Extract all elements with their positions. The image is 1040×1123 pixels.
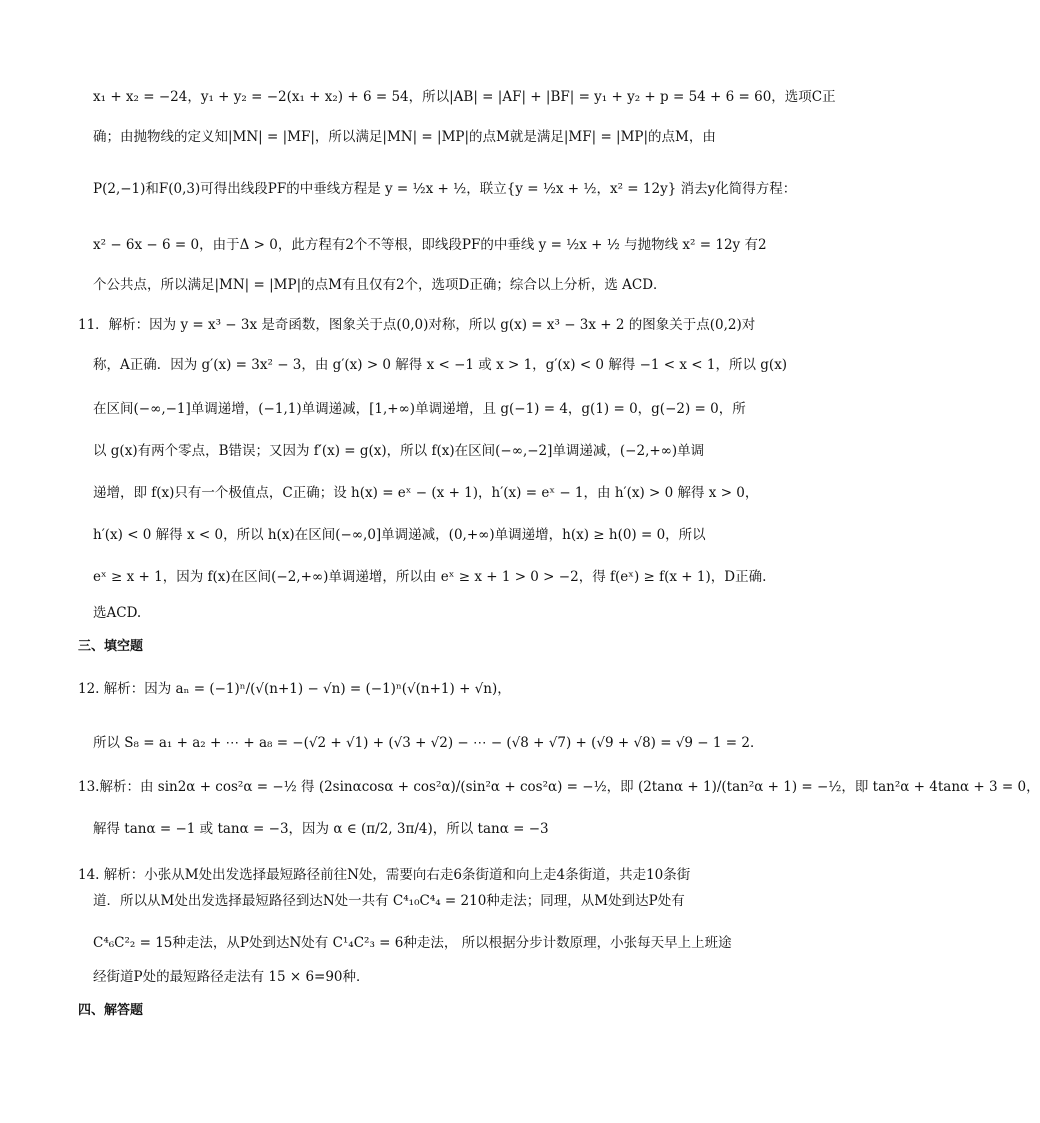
text-line: 以 g(x)有两个零点，B错误；又因为 f′(x) = g(x)，所以 f(x)在区间(−∞,−2]单调递减，(−2,+∞)单调 <box>93 443 705 459</box>
text-line: 在区间(−∞,−1]单调递增，(−1,1)单调递减，[1,+∞)单调递增，且 g(−1) = 4，g(1) = 0，g(−2) = 0，所 <box>93 401 746 417</box>
text-line: 13.解析：由 sin2α + cos²α = −½ 得 (2sinαcosα + cos²α)/(sin²α + cos²α) = −½，即 (2tanα + 1)/(tan²α + 1) = −½，即 tan²α + 4tanα + 3 = 0， <box>78 779 1040 795</box>
text-line: x² − 6x − 6 = 0，由于Δ > 0，此方程有2个不等根，即线段PF的中垂线 y = ½x + ½ 与抛物线 x² = 12y 有2 <box>93 237 767 253</box>
text-line: 所以 S₈ = a₁ + a₂ + ⋯ + a₈ = −(√2 + √1) + (√3 + √2) − ⋯ − (√8 + √7) + (√9 + √8) = √9 − 1 = 2． <box>93 735 764 751</box>
text-line: C⁴₆C²₂ = 15种走法，从P处到达N处有 C¹₄C²₃ = 6种走法， 所以根据分步计数原理，小张每天早上上班途 <box>93 935 732 951</box>
text-line: 确；由抛物线的定义知|MN| = |MF|，所以满足|MN| = |MP|的点M就是满足|MF| = |MP|的点M，由 <box>93 129 716 145</box>
text-line: h′(x) < 0 解得 x < 0，所以 h(x)在区间(−∞,0]单调递减，(0,+∞)单调递增，h(x) ≥ h(0) = 0，所以 <box>93 527 706 543</box>
text-line: 11．解析：因为 y = x³ − 3x 是奇函数，图象关于点(0,0)对称，所以 g(x) = x³ − 3x + 2 的图象关于点(0,2)对 <box>78 317 756 333</box>
text-line: 解得 tanα = −1 或 tanα = −3，因为 α ∈ (π/2, 3π/4)，所以 tanα = −3 <box>93 821 549 837</box>
text-line: P(2,−1)和F(0,3)可得出线段PF的中垂线方程是 y = ½x + ½，联立{y = ½x + ½，x² = 12y} 消去y化简得方程： <box>93 181 797 197</box>
text-line: eˣ ≥ x + 1，因为 f(x)在区间(−2,+∞)单调递增，所以由 eˣ ≥ x + 1 > 0 > −2，得 f(eˣ) ≥ f(x + 1)，D正确. <box>93 569 767 585</box>
text-line: 14. 解析：小张从M处出发选择最短路径前往N处，需要向右走6条街道和向上走4条街道，共走10条街 <box>78 867 691 883</box>
text-line: 经街道P处的最短路径走法有 15 × 6=90种． <box>93 969 370 985</box>
text-line: 选ACD. <box>93 605 142 621</box>
text-line: x₁ + x₂ = −24，y₁ + y₂ = −2(x₁ + x₂) + 6 = 54，所以|AB| = |AF| + |BF| = y₁ + y₂ + p = 54 + 6 = 60，选项C正 <box>93 89 836 105</box>
text-line: 个公共点，所以满足|MN| = |MP|的点M有且仅有2个，选项D正确；综合以上分析，选 ACD． <box>93 277 667 293</box>
text-line: 12. 解析：因为 aₙ = (−1)ⁿ/(√(n+1) − √n) = (−1)ⁿ(√(n+1) + √n)， <box>78 681 511 697</box>
section-heading: 三、填空题 <box>78 639 144 654</box>
section-heading: 四、解答题 <box>78 1003 144 1018</box>
text-line: 道．所以从M处出发选择最短路径到达N处一共有 C⁴₁₀C⁴₄ = 210种走法；同理，从M处到达P处有 <box>93 893 685 909</box>
text-line: 递增，即 f(x)只有一个极值点，C正确；设 h(x) = eˣ − (x + 1)，h′(x) = eˣ − 1，由 h′(x) > 0 解得 x > 0， <box>93 485 759 501</box>
text-line: 称，A正确．因为 g′(x) = 3x² − 3，由 g′(x) > 0 解得 x < −1 或 x > 1，g′(x) < 0 解得 −1 < x < 1，所以 g(x) <box>93 357 788 373</box>
